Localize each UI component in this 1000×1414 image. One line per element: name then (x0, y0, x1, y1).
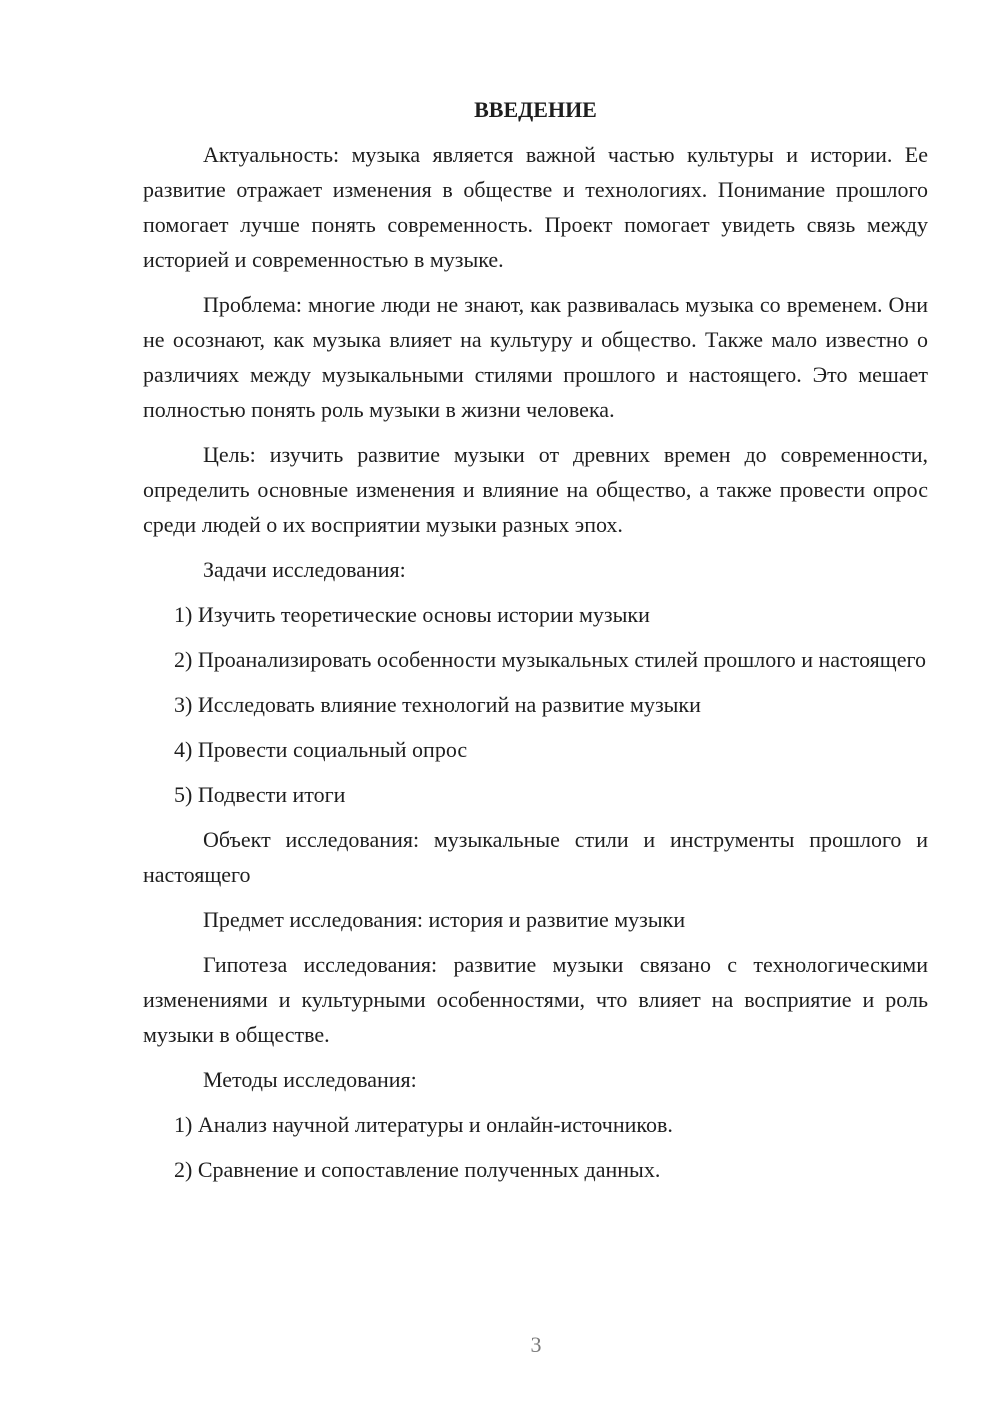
task-item: 4) Провести социальный опрос (174, 737, 468, 762)
page-number: 3 (530, 1332, 542, 1357)
relevance-paragraph: Актуальность: музыка является важной частью культуры и истории. Ее развитие отражает изменения в обществе и технологиях. Понимание прошлого помогает лучше понять современность. Проект помогает увидеть связь между историей и современностью в музыке. (143, 142, 928, 272)
methods-list (143, 1107, 928, 1187)
hypothesis-paragraph: Гипотеза исследования: развитие музыки связано с технологическими изменениями и культурными особенностями, что влияет на восприятие и роль музыки в обществе. (143, 952, 928, 1047)
tasks-list (143, 597, 928, 812)
method-item: 2) Сравнение и сопоставление полученных данных. (174, 1157, 661, 1182)
task-item: 1) Изучить теоретические основы истории музыки (174, 602, 650, 627)
method-item: 1) Анализ научной литературы и онлайн-источников. (174, 1112, 673, 1137)
tasks-heading: Задачи исследования: (203, 557, 406, 582)
goal-paragraph: Цель: изучить развитие музыки от древних времен до современности, определить основные изменения и влияние на общество, а также провести опрос среди людей о их восприятии музыки разных эпох. (143, 442, 928, 537)
task-item: 2) Проанализировать особенности музыкальных стилей прошлого и настоящего (174, 647, 926, 672)
problem-paragraph: Проблема: многие люди не знают, как развивалась музыка со временем. Они не осознают, как музыка влияет на культуру и общество. Также мало известно о различиях между музыкальными стилями прошлого и настоящего. Это мешает полностью понять роль музыки в жизни человека. (143, 292, 928, 422)
task-item: 5) Подвести итоги (174, 782, 346, 807)
object-paragraph: Объект исследования: музыкальные стили и инструменты прошлого и настоящего (143, 827, 928, 887)
methods-heading: Методы исследования: (203, 1067, 417, 1092)
section-title: ВВЕДЕНИЕ (474, 97, 597, 122)
page-content (143, 92, 928, 1197)
task-item: 3) Исследовать влияние технологий на развитие музыки (174, 692, 701, 717)
subject-paragraph: Предмет исследования: история и развитие музыки (203, 907, 686, 932)
